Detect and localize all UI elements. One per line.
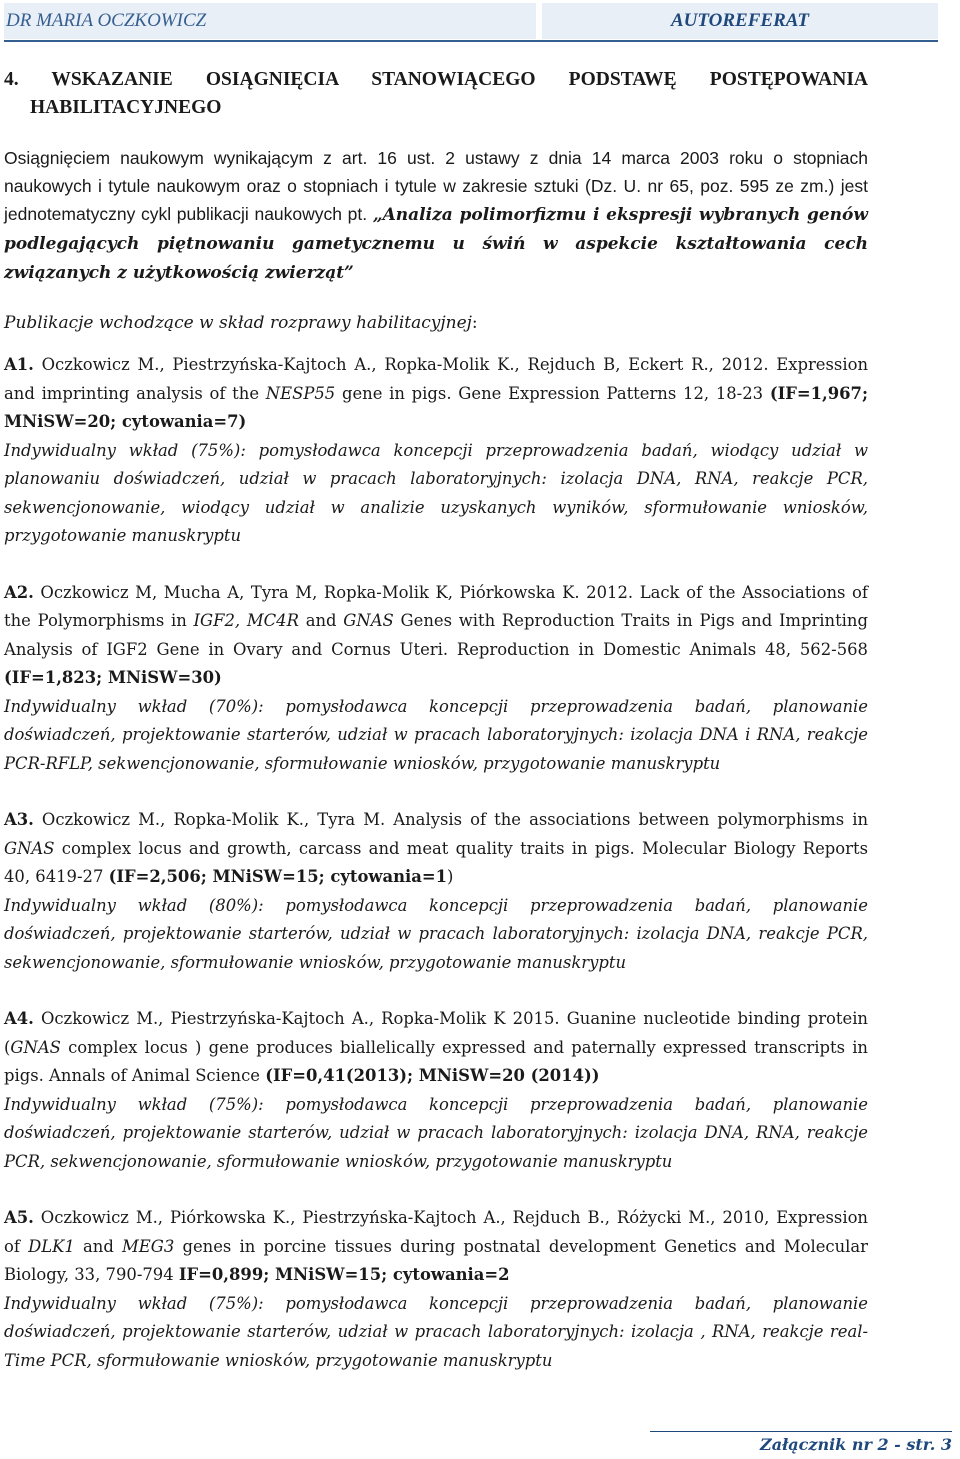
gene-name: GNAS [4, 838, 55, 858]
thesis-title: „Analiza polimorfizmu i ekspresji wybranych genów podlegających piętnowaniu gametycznemu u świń w aspekcie kształtowania cech związanych z użytkowością zwierząt” [4, 205, 868, 283]
pub-metrics: (IF=1,967; MNiSW=20; cytowania=7) [4, 383, 868, 431]
citation: A2. Oczkowicz M, Mucha A, Tyra M, Ropka-Molik K, Piórkowska K. 2012. Lack of the Associations of the Polymorphisms in IGF2, MC4R and GNAS Genes with Reproduction Traits in Pigs and Imprinting Analysis of IGF2 Gene in Ovary and Cornus Uteri. Reproduction in Domestic Animals 48, 562-568 (IF=1,823; MNiSW=30) [4, 582, 868, 687]
footer-page-number: Załącznik nr 2 - str. 3 [760, 1435, 952, 1454]
publication-a3 [4, 806, 868, 977]
section-heading-cont: HABILITACYJNEGO [30, 97, 222, 118]
gene-name: MEG3 [122, 1236, 175, 1256]
gene-name: IGF2, MC4R [193, 611, 299, 630]
pub-metrics: IF=0,899; MNiSW=15; cytowania=2 [178, 1265, 510, 1284]
intro-text: Osiągnięciem naukowym wynikającym z art. 16 ust. 2 ustawy z dnia 14 marca 2003 roku o stopniach naukowych i tytule naukowym oraz o stopniach i tytule w zakresie sztuki (Dz. U. nr 65, poz. 595 ze zm.) jest jednotematyczny cykl publikacji naukowych pt. [4, 148, 868, 224]
page-content [4, 66, 868, 1375]
header-doc-type: AUTOREFERAT [542, 3, 938, 39]
page-header [4, 3, 938, 39]
citation: A3. Oczkowicz M., Ropka-Molik K., Tyra M. Analysis of the associations between polymorphisms in GNAS complex locus and growth, carcass and meat quality traits in pigs. Molecular Biology Reports 40, 6419-27 (IF=2,506; MNiSW=15; cytowania=1) [4, 810, 868, 886]
section-heading: 4. WSKAZANIE OSIĄGNIĘCIA STANOWIĄCEGO PODSTAWĘ POSTĘPOWANIA [4, 69, 868, 90]
publication-a2 [4, 579, 868, 779]
citation: A4. Oczkowicz M., Piestrzyńska-Kajtoch A., Ropka-Molik K 2015. Guanine nucleotide binding protein (GNAS complex locus ) gene produces biallelically expressed and paternally expressed transcripts in pigs. Annals of Animal Science (IF=0,41(2013); MNiSW=20 (2014)) [4, 1009, 868, 1085]
contribution: Indywidualny wkład (70%): pomysłodawca koncepcji przeprowadzenia badań, planowanie doświadczeń, projektowanie starterów, udział w pracach laboratoryjnych: izolacja DNA i RNA, reakcje PCR-RFLP, sekwencjonowanie, sformułowanie wniosków, przygotowanie manuskryptu [4, 696, 868, 773]
footer-rule [650, 1431, 952, 1432]
contribution: Indywidualny wkład (75%): pomysłodawca koncepcji przeprowadzenia badań, planowanie doświadczeń, projektowanie starterów, udział w pracach laboratoryjnych: izolacja DNA, RNA, reakcje PCR, sekwencjonowanie, sformułowanie wniosków, przygotowanie manuskryptu [4, 1094, 868, 1171]
pub-label: A3. [4, 810, 34, 829]
pub-metrics: (IF=2,506; MNiSW=15; cytowania=1 [108, 867, 448, 886]
citation: A1. Oczkowicz M., Piestrzyńska-Kajtoch A., Ropka-Molik K., Rejduch B, Eckert R., 2012. Expression and imprinting analysis of the NESP55 gene in pigs. Gene Expression Patterns 12, 18-23 (IF=1,967; MNiSW=20; cytowania=7) [4, 355, 868, 431]
publication-a4 [4, 1005, 868, 1176]
gene-name: GNAS [10, 1037, 61, 1057]
publications-heading: Publikacje wchodzące w skład rozprawy habilitacyjnej: [4, 313, 478, 333]
gene-name: NESP55 [265, 383, 336, 403]
publication-a5 [4, 1204, 868, 1375]
citation: A5. Oczkowicz M., Piórkowska K., Piestrzyńska-Kajtoch A., Rejduch B., Różycki M., 2010, Expression of DLK1 and MEG3 genes in porcine tissues during postnatal development Genetics and Molecular Biology, 33, 790-794 IF=0,899; MNiSW=15; cytowania=2 [4, 1208, 868, 1284]
contribution: Indywidualny wkład (75%): pomysłodawca koncepcji przeprowadzenia badań, planowanie doświadczeń, projektowanie starterów, udział w pracach laboratoryjnych: izolacja , RNA, reakcje real-Time PCR, sformułowanie wniosków, przygotowanie manuskryptu [4, 1293, 868, 1370]
pub-label: A4. [4, 1009, 34, 1028]
intro-paragraph [4, 144, 868, 287]
contribution: Indywidualny wkład (80%): pomysłodawca koncepcji przeprowadzenia badań, planowanie doświadczeń, projektowanie starterów, udział w pracach laboratoryjnych: izolacja DNA, reakcje PCR, sekwencjonowanie, sformułowanie wniosków, przygotowanie manuskryptu [4, 895, 868, 972]
pub-metrics: (IF=0,41(2013); MNiSW=20 (2014)) [265, 1066, 600, 1085]
header-rule [4, 40, 938, 42]
pub-label: A5. [4, 1208, 34, 1227]
pub-metrics: (IF=1,823; MNiSW=30) [4, 668, 222, 687]
header-author: DR MARIA OCZKOWICZ [4, 3, 536, 39]
gene-name: DLK1 [28, 1236, 75, 1256]
contribution: Indywidualny wkład (75%): pomysłodawca koncepcji przeprowadzenia badań, wiodący udział w planowaniu doświadczeń, udział w pracach laboratoryjnych: izolacja DNA, RNA, reakcje PCR, sekwencjonowanie, wiodący udział w analizie uzyskanych wyników, sformułowanie wniosków, przygotowanie manuskryptu [4, 440, 868, 545]
publication-a1 [4, 351, 868, 551]
pub-label: A1. [4, 355, 34, 374]
pub-label: A2. [4, 582, 34, 602]
gene-name: GNAS [343, 611, 394, 630]
page-footer [650, 1431, 952, 1455]
